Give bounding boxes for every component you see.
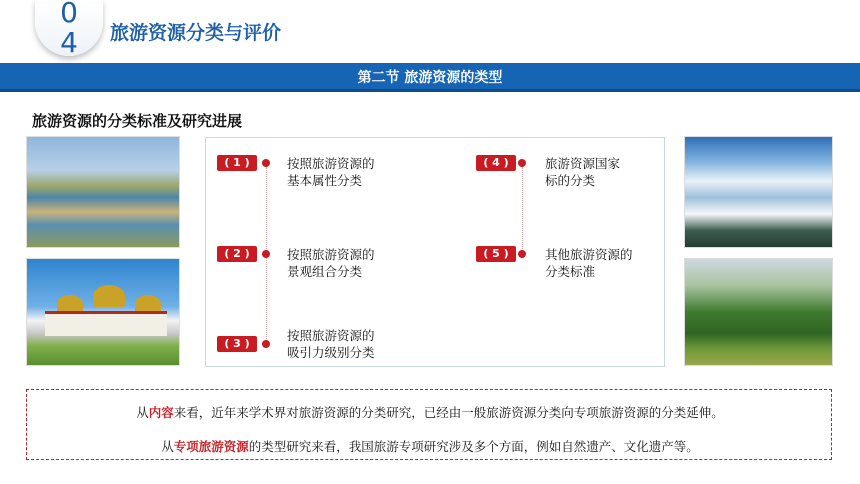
item-text-line: 吸引力级别分类 <box>287 345 375 360</box>
note-text: 来看，近年来学术界对旅游资源的分类研究，已经由一般旅游资源分类向专项旅游资源的分类延伸。 <box>173 405 724 420</box>
note-highlight: 专项旅游资源 <box>173 439 249 454</box>
item-text-line: 按照旅游资源的 <box>287 328 375 343</box>
list-item <box>287 327 407 361</box>
item-tag: ( 5 ) <box>476 246 516 262</box>
bullet-dot <box>518 159 526 167</box>
note-line <box>0 403 860 421</box>
note-text: 从 <box>136 405 149 420</box>
bullet-dot <box>262 340 270 348</box>
snow-mountain-photo <box>684 136 833 248</box>
item-text-line: 旅游资源国家 <box>545 156 621 171</box>
item-tag: ( 4 ) <box>476 155 516 171</box>
page-title: 旅游资源分类与评价 <box>110 22 282 44</box>
list-item <box>545 155 665 189</box>
bullet-dot <box>262 250 270 258</box>
mountain-valley-photo <box>684 258 833 366</box>
slide-subtitle: 旅游资源的分类标准及研究进展 <box>32 112 243 130</box>
note-line <box>0 437 860 455</box>
item-text-line: 其他旅游资源的 <box>545 247 633 262</box>
timeline-connector <box>522 167 523 255</box>
list-item <box>545 246 665 280</box>
bullet-dot <box>262 159 270 167</box>
item-text-line: 标的分类 <box>545 173 596 188</box>
item-tag: ( 3 ) <box>217 336 257 352</box>
note-text: 从 <box>161 439 174 454</box>
list-item <box>287 246 407 280</box>
section-number-digit: 0 <box>60 0 78 29</box>
item-text-line: 基本属性分类 <box>287 173 363 188</box>
section-bar-underline <box>0 89 860 92</box>
list-item <box>287 155 407 189</box>
item-text-line: 按照旅游资源的 <box>287 247 375 262</box>
section-number-digit: 4 <box>60 26 78 59</box>
item-tag: ( 1 ) <box>217 155 257 171</box>
item-text-line: 按照旅游资源的 <box>287 156 375 171</box>
section-number-badge <box>35 0 103 59</box>
note-highlight: 内容 <box>148 405 174 420</box>
temple-photo <box>26 258 180 366</box>
item-tag: ( 2 ) <box>217 246 257 262</box>
wetland-photo <box>26 136 180 248</box>
note-text: 的类型研究来看，我国旅游专项研究涉及多个方面，例如自然遗产、文化遗产等。 <box>248 439 699 454</box>
bullet-dot <box>518 250 526 258</box>
item-text-line: 景观组合分类 <box>287 264 363 279</box>
section-number <box>35 0 103 58</box>
section-bar-title: 第二节 旅游资源的类型 <box>357 70 503 86</box>
item-text-line: 分类标准 <box>545 264 596 279</box>
